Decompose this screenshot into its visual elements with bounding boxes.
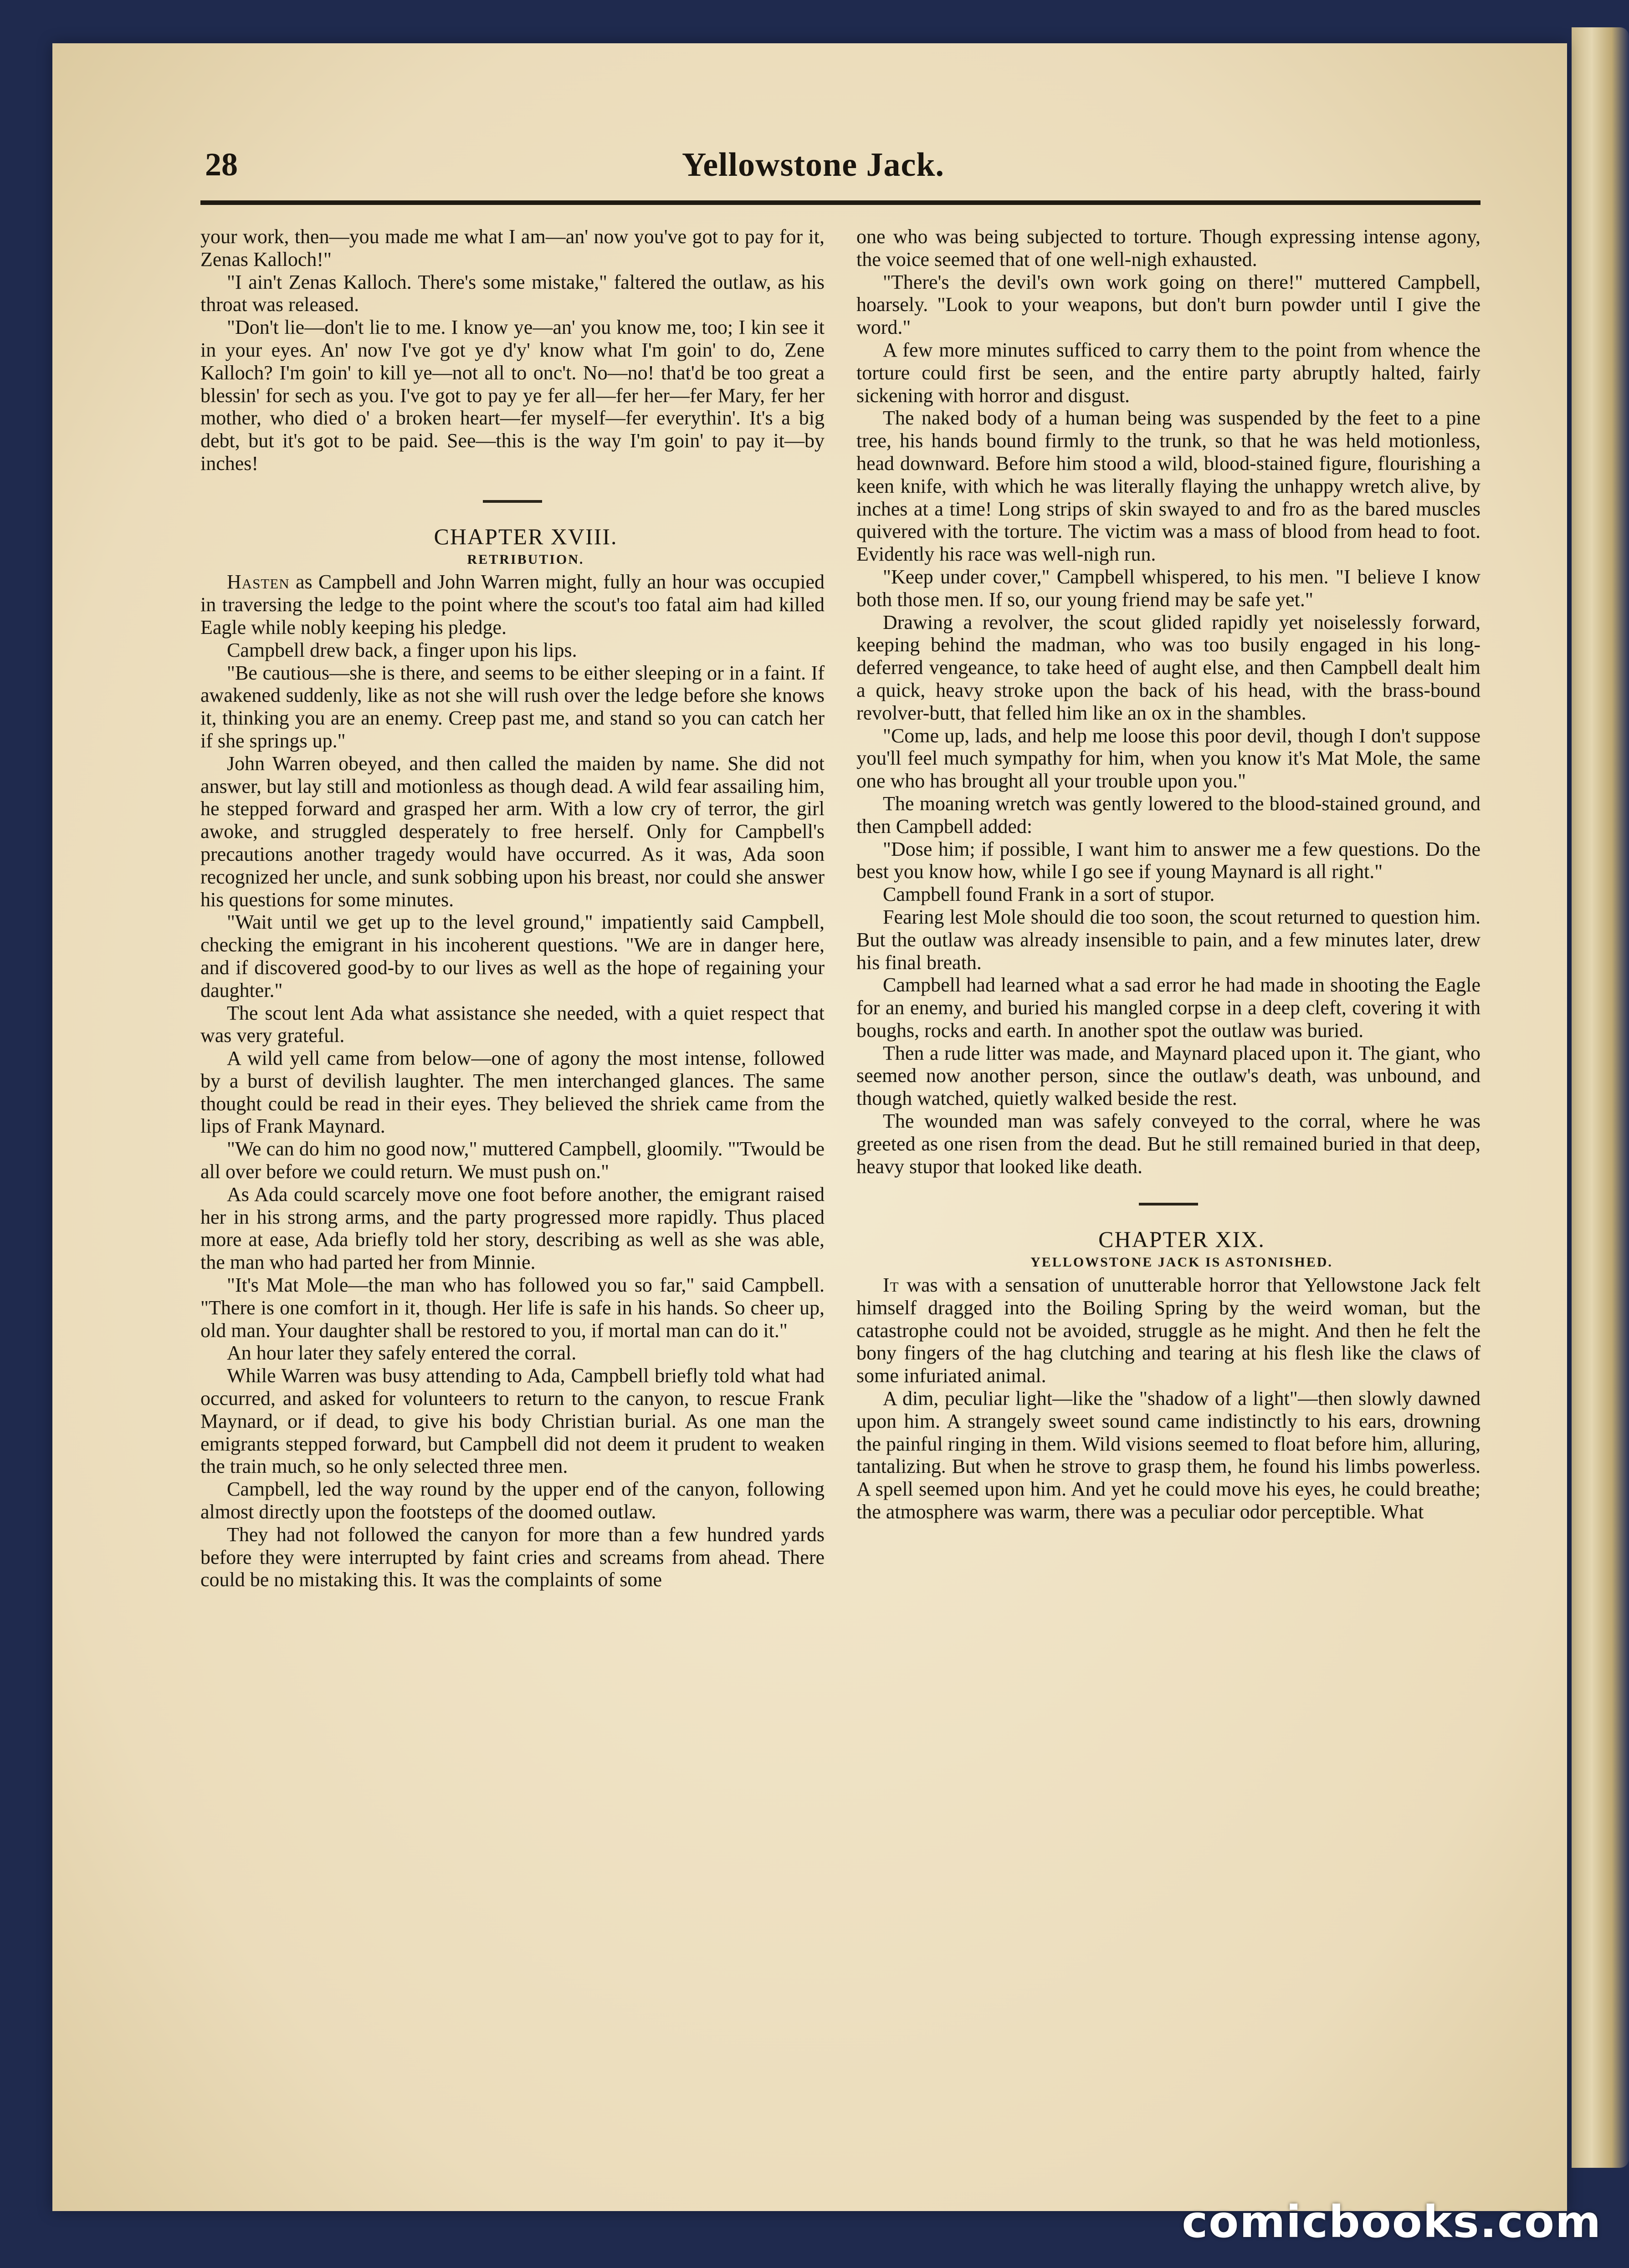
page-header — [150, 146, 1476, 196]
running-title: Yellowstone Jack. — [681, 146, 945, 184]
paragraph: "Don't lie—don't lie to me. I know ye—an' you know me, too; I kin see it in your eyes. An' now I've got ye d'y' know what I'm goin' to do, Zene Kalloch? I'm goin' to kill ye—not all to onc't. No—no! that'd be too great a blessin' for sech as you. I've got to pay ye fer all—fer her—fer Mary, fer her mother, who died o' a broken heart—fer myself—fer everythin'. It's a big debt, but it's got to be paid. See—this is the way I'm goin' to pay it—by inches! — [200, 316, 825, 475]
paragraph: Then a rude litter was made, and Maynard placed upon it. The giant, who seemed now another person, since the outlaw's death, was unbound, and though watched, quietly walked beside the rest. — [856, 1042, 1480, 1110]
chapter-subtitle: RETRIBUTION. — [467, 552, 584, 567]
left-column — [200, 225, 825, 1591]
paragraph: Fearing lest Mole should die too soon, the scout returned to question him. But the outlaw was already insensible to pain, and a few minutes later, drew his final breath. — [856, 905, 1480, 974]
paragraph: Campbell had learned what a sad error he had made in shooting the Eagle for an enemy, and buried his mangled corpse in a deep cleft, covering it with boughs, rocks and earth. In another spot the outlaw was buried. — [856, 974, 1480, 1042]
left-paragraphs-after — [200, 639, 825, 1591]
paragraph: A dim, peculiar light—like the "shadow of a light"—then slowly dawned upon him. A strangely sweet sound came indistinctly to his ears, drowning the painful ringing in them. Wild visions seemed to float before him, alluring, tantalizing. But when he strove to grasp them, he found his limbs powerless. A spell seemed upon him. And yet he could move his eyes, he could breathe; the atmosphere was warm, there was a peculiar odor perceptible. What — [856, 1387, 1480, 1523]
paragraph: "It's Mat Mole—the man who has followed you so far," said Campbell. "There is one comfort in it, though. Her life is safe in his hands. So cheer up, old man. Your daughter shall be restored to you, if mortal man can do it." — [200, 1274, 825, 1342]
right-paragraphs-before — [856, 225, 1480, 1178]
left-paragraphs-before — [200, 225, 825, 475]
paragraph: "We can do him no good now," muttered Campbell, gloomily. "'Twould be all over before we could return. We must push on." — [200, 1138, 825, 1183]
section-divider — [483, 500, 542, 503]
opening-text: was with a sensation of unutterable horror that Yellowstone Jack felt himself dragged into the Boiling Spring by the weird woman, but the catastrophe could not be avoided, struggle as he might. And then he felt the bony fingers of the hag clutching and tearing at his flesh like the claws of some infuriated animal. — [856, 1274, 1480, 1387]
chapter-subtitle: YELLOWSTONE JACK IS ASTONISHED. — [1030, 1255, 1333, 1270]
paragraph: A few more minutes sufficed to carry them to the point from whence the torture could first be seen, and the entire party abruptly halted, fairly sickening with horror and disgust. — [856, 338, 1480, 407]
paragraph: Campbell drew back, a finger upon his lips. — [227, 639, 577, 661]
right-paragraphs-after — [856, 1387, 1480, 1523]
page-number: 28 — [205, 146, 238, 183]
opening-word: It — [883, 1274, 899, 1297]
paragraph: Drawing a revolver, the scout glided rapidly yet noiselessly forward, keeping behind the madman, who was too busily engaged in his long-deferred vengeance, to take heed of aught else, and then Campbell dealt him a quick, heavy stroke upon the back of his head, with the brass-bound revolver-butt, that felled him like an ox in the shambles. — [856, 611, 1480, 724]
paragraph: "Dose him; if possible, I want him to answer me a few questions. Do the best you know how, while I go see if young Maynard is all right." — [856, 838, 1480, 883]
paragraph: A wild yell came from below—one of agony the most intense, followed by a burst of devilish laughter. The men interchanged glances. The same thought could be read in their eyes. They believed the shriek came from the lips of Frank Maynard. — [200, 1047, 825, 1138]
paragraph: "I ain't Zenas Kalloch. There's some mistake," faltered the outlaw, as his throat was released. — [200, 271, 825, 316]
paragraph: one who was being subjected to torture. Though expressing intense agony, the voice seemed that of one well-nigh exhausted. — [856, 225, 1480, 271]
paragraph: The naked body of a human being was suspended by the feet to a pine tree, his hands bound firmly to the trunk, so that he was held motionless, head downward. Before him stood a wild, blood-stained figure, flourishing a keen knife, with which he was literally flaying the unhappy wretch alive, by inches at a time! Long strips of skin swayed to and fro as the bared muscles quivered with the torture. The victim was a mass of blood from head to foot. Evidently his race was well-nigh run. — [856, 407, 1480, 566]
opening-text: as Campbell and John Warren might, fully an hour was occupied in traversing the ledge to the point where the scout's too fatal aim had killed Eagle while nobly keeping his pledge. — [200, 571, 825, 639]
chapter-title: CHAPTER XIX. — [1098, 1226, 1265, 1252]
paragraph: "Come up, lads, and help me loose this poor devil, though I don't suppose you'll feel much sympathy for him, when you know it's Mat Mole, the same one who has brought all your trouble upon you." — [856, 724, 1480, 792]
paragraph: While Warren was busy attending to Ada, Campbell briefly told what had occurred, and asked for volunteers to return to the canyon, to rescue Frank Maynard, or if dead, to give his body Christian burial. As one man the emigrants stepped forward, but Campbell did not deem it prudent to weaken the train much, so he only selected three men. — [200, 1364, 825, 1478]
header-rule — [200, 200, 1480, 205]
paragraph: Campbell, led the way round by the upper end of the canyon, following almost directly upon the footsteps of the doomed outlaw. — [200, 1478, 825, 1523]
paragraph: "Be cautious—she is there, and seems to be either sleeping or in a faint. If awakened suddenly, like as not she will rush over the ledge before she knows it, thinking you are an enemy. Creep past me, and stand so you can catch her if she springs up." — [200, 661, 825, 752]
paragraph: your work, then—you made me what I am—an' now you've got to pay for it, Zenas Kalloch!" — [200, 225, 825, 271]
paragraph: "Keep under cover," Campbell whispered, to his men. "I believe I know both those men. If so, our young friend may be safe yet." — [856, 565, 1480, 611]
paragraph: "Wait until we get up to the level ground," impatiently said Campbell, checking the emigrant in his incoherent questions. "We are in danger here, and if discovered good-by to our lives as well as the hope of regaining your daughter." — [200, 911, 825, 1001]
paragraph: As Ada could scarcely move one foot before another, the emigrant raised her in his strong arms, and the party progressed more rapidly. Thus placed more at ease, Ada briefly told her story, describing as well as she was able, the man who had parted her from Minnie. — [200, 1183, 825, 1274]
paragraph: "There's the devil's own work going on there!" muttered Campbell, hoarsely. "Look to your weapons, but don't burn powder until I give the word." — [856, 271, 1480, 339]
chapter-title: CHAPTER XVIII. — [434, 523, 618, 549]
paragraph: The wounded man was safely conveyed to the corral, where he was greeted as one risen from the dead. But he still remained buried in that deep, heavy stupor that looked like death. — [856, 1110, 1480, 1178]
paragraph: John Warren obeyed, and then called the maiden by name. She did not answer, but lay still and motionless as though dead. A wild fear assailing him, he stepped forward and grasped her arm. With a low cry of terror, the girl awoke, and struggled desperately to free herself. Only for Campbell's precautions another tragedy would have occurred. As it was, Ada soon recognized her uncle, and sunk sobbing upon his breast, nor could she answer his questions for some minutes. — [200, 752, 825, 911]
opening-word: Hasten — [227, 571, 290, 593]
book-spine — [1572, 27, 1629, 2168]
paragraph: The scout lent Ada what assistance she needed, with a quiet respect that was very grateful. — [200, 1001, 825, 1047]
section-divider — [1139, 1203, 1198, 1206]
chapter-opening-paragraph — [856, 1274, 1480, 1387]
right-column — [856, 225, 1480, 1523]
site-watermark: comicbooks.com — [1182, 2196, 1602, 2248]
paragraph: They had not followed the canyon for more than a few hundred yards before they were interrupted by faint cries and screams from ahead. There could be no mistaking this. It was the complaints of some — [200, 1523, 825, 1591]
paragraph: The moaning wretch was gently lowered to the blood-stained ground, and then Campbell added: — [856, 792, 1480, 838]
paragraph: Campbell found Frank in a sort of stupor. — [883, 883, 1215, 906]
paragraph: An hour later they safely entered the corral. — [227, 1342, 577, 1364]
chapter-opening-paragraph — [200, 571, 825, 639]
